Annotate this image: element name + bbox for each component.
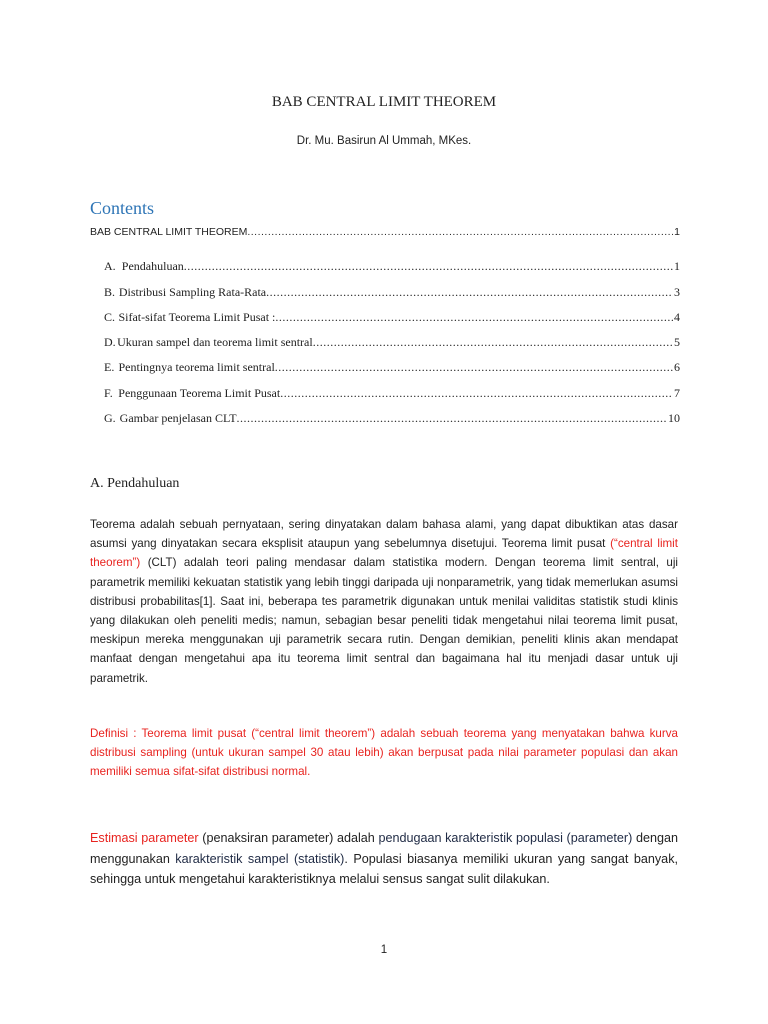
document-title: BAB CENTRAL LIMIT THEOREM (271, 94, 497, 110)
toc-entry-letter: F. (104, 385, 113, 400)
paragraph-text: dengan menggunakan (90, 831, 679, 866)
toc-entry-page: 1 (674, 226, 680, 238)
paragraph-teorema (90, 515, 678, 688)
toc-entry-letter: B. (104, 284, 116, 299)
toc-entry-c[interactable] (90, 300, 680, 325)
paragraph-definisi: Definisi : Teorema limit pusat (“central limit theorem”) adalah sebuah teorema yang menyatakan bahwa kurva distribusi sampling (untuk ukuran sampel 30 atau lebih) akan berpusat pada nilai parameter populasi dan akan memiliki semua sifat-sifat distribusi normal. (90, 727, 678, 779)
toc-entry-page: 6 (674, 360, 680, 375)
toc-entry-page: 3 (674, 284, 680, 299)
toc-entry-text: Gambar penjelasan CLT (119, 411, 237, 426)
table-of-contents (90, 224, 680, 426)
toc-entry-a[interactable] (90, 249, 680, 274)
toc-heading: Contents (90, 198, 155, 218)
toc-entry-letter: D. (104, 335, 116, 350)
toc-leader-dots (280, 386, 673, 401)
toc-entry-letter: A. (104, 259, 116, 274)
toc-entry-letter: C. (104, 309, 116, 324)
toc-entry-page: 10 (668, 411, 680, 426)
paragraph-estimasi (90, 828, 678, 890)
toc-entry-letter: E. (104, 360, 115, 375)
toc-entry-e[interactable] (90, 350, 680, 375)
toc-entry-letter: G. (104, 411, 116, 426)
linked-term: karakteristik sampel (statistik) (175, 851, 345, 866)
section-heading-pendahuluan: A. Pendahuluan (90, 476, 180, 491)
toc-leader-dots (275, 360, 673, 375)
toc-entry-text: Penggunaan Teorema Limit Pusat (118, 385, 281, 400)
toc-entry-d[interactable] (90, 325, 680, 350)
paragraph-text: Teorema adalah sebuah pernyataan, sering dinyatakan dalam bahasa alami, yang dapat dibuktikan atas dasar asumsi yang dinyatakan secara eksplisit ataupun yang sebelumnya disetujui. Teorema limit pusat (90, 518, 678, 551)
toc-entry-b[interactable] (90, 274, 680, 299)
toc-entry-page: 1 (674, 259, 680, 274)
toc-leader-dots (247, 226, 673, 238)
toc-entry-text: Sifat-sifat Teorema Limit Pusat : (118, 309, 276, 324)
highlighted-term: (“central limit theorem”) (90, 537, 678, 570)
paragraph-text: (CLT) adalah teori paling mendasar dalam statistika modern. Dengan teorema limit sentral, uji parametrik memiliki kekuatan statistik yang lebih tinggi daripada uji nonparametrik, yang tidak memerlukan asumsi distribusi probabilitas[1]. Saat ini, beberapa tes parametrik digunakan untuk menilai validitas statistik studi klinis yang dilakukan oleh peneliti medis; namun, sebagian besar peneliti tidak mengetahui nilai teorema limit pusat, meskipun mereka menggunakan uji parametrik secara rutin. Dengan demikian, peneliti klinis akan mendapat manfaat dengan mengetahui apa itu teorema limit sentral dan bagaimana hal itu menjadi dasar untuk uji parametrik. (90, 556, 678, 685)
toc-entry-page: 4 (674, 309, 680, 324)
highlighted-term: Estimasi parameter (90, 831, 199, 845)
linked-term: pendugaan karakteristik populasi (parameter) (378, 831, 633, 845)
toc-entry-text: BAB CENTRAL LIMIT THEOREM (90, 226, 248, 238)
paragraph-text: . Populasi biasanya memiliki ukuran yang sangat banyak, sehingga untuk mengetahui karakteristiknya melalui sensus sangat sulit dilakukan. (90, 851, 678, 886)
author-line: Dr. Mu. Basirun Al Ummah, MKes. (296, 135, 472, 147)
paragraph-text: (penaksiran parameter) adalah (198, 831, 379, 845)
toc-entry-text: Distribusi Sampling Rata-Rata (118, 284, 267, 299)
page-number: 1 (380, 944, 388, 956)
toc-leader-dots (313, 335, 673, 350)
toc-entry-page: 7 (674, 385, 680, 400)
toc-leader-dots (237, 411, 667, 426)
toc-entry-text: Ukuran sampel dan teorema limit sentral (117, 335, 313, 350)
toc-entry-g[interactable] (90, 401, 680, 426)
toc-leader-dots (275, 310, 673, 325)
toc-entry-main[interactable] (90, 224, 680, 238)
toc-leader-dots (266, 285, 673, 300)
toc-leader-dots (184, 259, 673, 274)
toc-entry-page: 5 (674, 335, 680, 350)
toc-entry-text: Pendahuluan (121, 259, 184, 274)
toc-entry-f[interactable] (90, 375, 680, 400)
toc-entry-text: Pentingnya teorema limit sentral (118, 360, 275, 375)
